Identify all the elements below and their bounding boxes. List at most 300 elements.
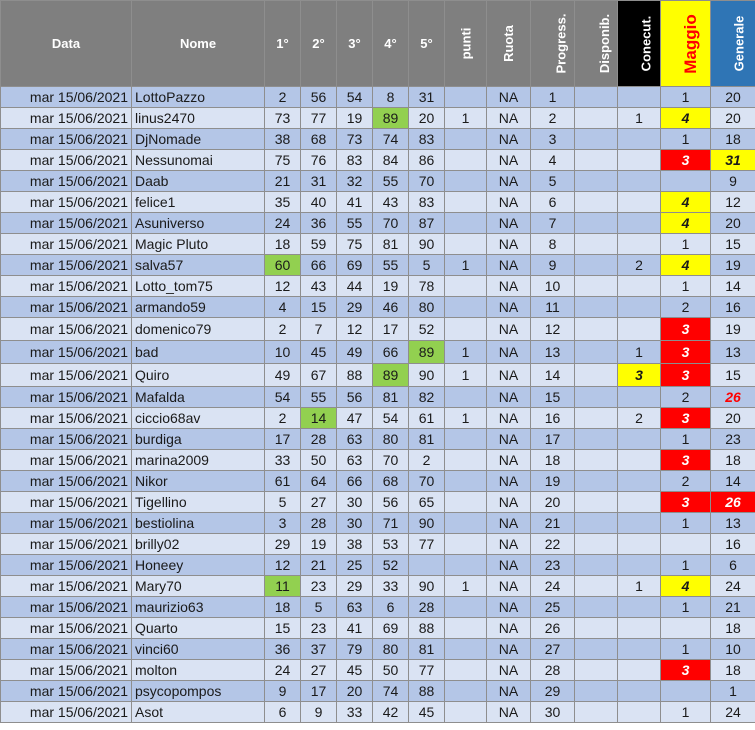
cell-punti — [445, 429, 487, 450]
cell-data: mar 15/06/2021 — [1, 387, 132, 408]
cell-conecut — [618, 297, 661, 318]
cell-number: 77 — [409, 534, 445, 555]
cell-data: mar 15/06/2021 — [1, 408, 132, 429]
cell-ruota: NA — [487, 492, 531, 513]
cell-number: 27 — [301, 492, 337, 513]
header-row — [1, 1, 755, 87]
cell-punti — [445, 639, 487, 660]
cell-number: 55 — [301, 387, 337, 408]
cell-punti: 1 — [445, 108, 487, 129]
cell-data: mar 15/06/2021 — [1, 276, 132, 297]
cell-number: 28 — [301, 429, 337, 450]
cell-generale: 24 — [711, 576, 755, 597]
cell-nome: molton — [132, 660, 265, 681]
header-n5[interactable]: 5° — [409, 1, 445, 87]
header-n1[interactable]: 1° — [265, 1, 301, 87]
table-row[interactable] — [1, 87, 755, 108]
cell-generale: 15 — [711, 364, 755, 387]
cell-number: 31 — [301, 171, 337, 192]
cell-conecut — [618, 429, 661, 450]
cell-ruota: NA — [487, 150, 531, 171]
cell-nome: Lotto_tom75 — [132, 276, 265, 297]
cell-number: 40 — [301, 192, 337, 213]
cell-number: 46 — [373, 297, 409, 318]
cell-generale: 20 — [711, 213, 755, 234]
cell-number: 20 — [409, 108, 445, 129]
cell-punti — [445, 213, 487, 234]
cell-ruota: NA — [487, 534, 531, 555]
table-row[interactable] — [1, 618, 755, 639]
cell-data: mar 15/06/2021 — [1, 618, 132, 639]
cell-progress: 29 — [531, 681, 575, 702]
cell-generale: 18 — [711, 618, 755, 639]
cell-maggio: 1 — [661, 639, 711, 660]
cell-maggio: 2 — [661, 471, 711, 492]
cell-conecut — [618, 513, 661, 534]
cell-number: 52 — [373, 555, 409, 576]
cell-number: 14 — [301, 408, 337, 429]
cell-conecut — [618, 639, 661, 660]
cell-number: 54 — [265, 387, 301, 408]
cell-number: 50 — [373, 660, 409, 681]
cell-number: 21 — [301, 555, 337, 576]
cell-ruota: NA — [487, 681, 531, 702]
cell-maggio: 4 — [661, 213, 711, 234]
cell-number: 76 — [301, 150, 337, 171]
cell-maggio: 3 — [661, 492, 711, 513]
cell-nome: Mary70 — [132, 576, 265, 597]
cell-number: 84 — [373, 150, 409, 171]
cell-conecut — [618, 213, 661, 234]
table-row[interactable] — [1, 660, 755, 681]
cell-maggio: 2 — [661, 297, 711, 318]
cell-number: 37 — [301, 639, 337, 660]
cell-number: 12 — [337, 318, 373, 341]
cell-data: mar 15/06/2021 — [1, 318, 132, 341]
cell-maggio: 1 — [661, 276, 711, 297]
table-row[interactable] — [1, 192, 755, 213]
cell-disponib — [575, 597, 618, 618]
header-data[interactable]: Data — [1, 1, 132, 87]
cell-ruota: NA — [487, 429, 531, 450]
cell-number: 81 — [373, 234, 409, 255]
cell-disponib — [575, 192, 618, 213]
cell-punti — [445, 276, 487, 297]
cell-punti — [445, 150, 487, 171]
table-row[interactable] — [1, 450, 755, 471]
cell-number: 75 — [265, 150, 301, 171]
cell-punti: 1 — [445, 255, 487, 276]
cell-disponib — [575, 276, 618, 297]
table-row[interactable] — [1, 513, 755, 534]
cell-progress: 26 — [531, 618, 575, 639]
cell-maggio — [661, 618, 711, 639]
cell-punti: 1 — [445, 364, 487, 387]
cell-number: 77 — [409, 660, 445, 681]
cell-number: 12 — [265, 276, 301, 297]
cell-number: 75 — [337, 234, 373, 255]
cell-number: 45 — [409, 702, 445, 723]
table-row[interactable] — [1, 364, 755, 387]
cell-nome: Magic Pluto — [132, 234, 265, 255]
cell-data: mar 15/06/2021 — [1, 471, 132, 492]
cell-maggio — [661, 534, 711, 555]
cell-number: 68 — [301, 129, 337, 150]
cell-number: 89 — [373, 108, 409, 129]
cell-disponib — [575, 213, 618, 234]
cell-nome: marina2009 — [132, 450, 265, 471]
table-row[interactable] — [1, 471, 755, 492]
table-row[interactable] — [1, 129, 755, 150]
cell-punti: 1 — [445, 341, 487, 364]
header-n4[interactable]: 4° — [373, 1, 409, 87]
cell-number: 63 — [337, 429, 373, 450]
cell-number: 54 — [373, 408, 409, 429]
cell-data: mar 15/06/2021 — [1, 297, 132, 318]
cell-generale: 19 — [711, 255, 755, 276]
cell-generale: 26 — [711, 387, 755, 408]
cell-generale: 20 — [711, 87, 755, 108]
cell-number: 5 — [265, 492, 301, 513]
cell-number: 6 — [373, 597, 409, 618]
cell-conecut — [618, 597, 661, 618]
cell-generale: 18 — [711, 660, 755, 681]
cell-disponib — [575, 513, 618, 534]
cell-progress: 7 — [531, 213, 575, 234]
cell-conecut — [618, 234, 661, 255]
header-punti-label: punti — [457, 27, 473, 60]
cell-nome: ciccio68av — [132, 408, 265, 429]
cell-conecut — [618, 450, 661, 471]
cell-data: mar 15/06/2021 — [1, 150, 132, 171]
cell-number: 19 — [301, 534, 337, 555]
table-row[interactable] — [1, 108, 755, 129]
cell-number: 8 — [373, 87, 409, 108]
cell-number: 69 — [373, 618, 409, 639]
cell-number: 21 — [265, 171, 301, 192]
cell-progress: 5 — [531, 171, 575, 192]
cell-number: 23 — [301, 618, 337, 639]
cell-nome: psycopompos — [132, 681, 265, 702]
table-row[interactable] — [1, 492, 755, 513]
cell-ruota: NA — [487, 255, 531, 276]
header-punti[interactable] — [445, 1, 487, 87]
cell-nome: Quiro — [132, 364, 265, 387]
header-conecut[interactable] — [618, 1, 661, 87]
cell-punti — [445, 387, 487, 408]
cell-number: 70 — [409, 171, 445, 192]
cell-punti — [445, 192, 487, 213]
table-row[interactable] — [1, 150, 755, 171]
header-generale[interactable] — [711, 1, 755, 87]
cell-nome: burdiga — [132, 429, 265, 450]
cell-progress: 2 — [531, 108, 575, 129]
cell-number: 66 — [337, 471, 373, 492]
cell-number: 90 — [409, 234, 445, 255]
cell-nome: Nikor — [132, 471, 265, 492]
cell-nome: Honeey — [132, 555, 265, 576]
cell-number: 50 — [301, 450, 337, 471]
header-generale-label: Generale — [731, 15, 747, 72]
cell-progress: 30 — [531, 702, 575, 723]
cell-progress: 11 — [531, 297, 575, 318]
cell-data: mar 15/06/2021 — [1, 576, 132, 597]
cell-ruota: NA — [487, 639, 531, 660]
cell-number: 89 — [373, 364, 409, 387]
cell-ruota: NA — [487, 171, 531, 192]
cell-disponib — [575, 234, 618, 255]
cell-punti — [445, 513, 487, 534]
cell-conecut — [618, 492, 661, 513]
cell-number: 24 — [265, 213, 301, 234]
cell-number: 17 — [373, 318, 409, 341]
cell-number: 49 — [265, 364, 301, 387]
cell-data: mar 15/06/2021 — [1, 213, 132, 234]
cell-ruota: NA — [487, 618, 531, 639]
cell-number: 10 — [265, 341, 301, 364]
cell-generale: 12 — [711, 192, 755, 213]
cell-conecut — [618, 150, 661, 171]
header-maggio[interactable] — [661, 1, 711, 87]
cell-number: 70 — [409, 471, 445, 492]
cell-ruota: NA — [487, 318, 531, 341]
cell-nome: Mafalda — [132, 387, 265, 408]
header-disponib[interactable] — [575, 1, 618, 87]
cell-number: 66 — [301, 255, 337, 276]
cell-generale: 13 — [711, 513, 755, 534]
cell-punti — [445, 129, 487, 150]
cell-number: 38 — [265, 129, 301, 150]
table-row[interactable] — [1, 255, 755, 276]
cell-number: 35 — [265, 192, 301, 213]
cell-nome: LottoPazzo — [132, 87, 265, 108]
cell-ruota: NA — [487, 297, 531, 318]
cell-disponib — [575, 108, 618, 129]
cell-nome: domenico79 — [132, 318, 265, 341]
cell-number: 53 — [373, 534, 409, 555]
cell-data: mar 15/06/2021 — [1, 534, 132, 555]
cell-number: 64 — [301, 471, 337, 492]
cell-progress: 4 — [531, 150, 575, 171]
cell-number: 42 — [373, 702, 409, 723]
cell-data: mar 15/06/2021 — [1, 192, 132, 213]
cell-generale: 20 — [711, 408, 755, 429]
cell-punti — [445, 660, 487, 681]
table-row[interactable] — [1, 534, 755, 555]
cell-ruota: NA — [487, 341, 531, 364]
cell-number: 60 — [265, 255, 301, 276]
cell-ruota: NA — [487, 364, 531, 387]
cell-number: 80 — [373, 639, 409, 660]
cell-punti — [445, 555, 487, 576]
cell-number: 2 — [265, 87, 301, 108]
table-row[interactable] — [1, 429, 755, 450]
cell-generale: 16 — [711, 534, 755, 555]
cell-conecut: 1 — [618, 341, 661, 364]
cell-data: mar 15/06/2021 — [1, 108, 132, 129]
cell-ruota: NA — [487, 450, 531, 471]
cell-punti — [445, 450, 487, 471]
cell-number: 87 — [409, 213, 445, 234]
cell-punti — [445, 702, 487, 723]
cell-generale: 19 — [711, 318, 755, 341]
cell-progress: 16 — [531, 408, 575, 429]
cell-progress: 19 — [531, 471, 575, 492]
cell-number: 88 — [409, 681, 445, 702]
cell-generale: 16 — [711, 297, 755, 318]
cell-nome: Quarto — [132, 618, 265, 639]
cell-punti — [445, 618, 487, 639]
table-row[interactable] — [1, 576, 755, 597]
table-body — [1, 87, 755, 723]
cell-nome: Asot — [132, 702, 265, 723]
cell-progress: 10 — [531, 276, 575, 297]
header-n2[interactable]: 2° — [301, 1, 337, 87]
cell-disponib — [575, 297, 618, 318]
cell-number: 43 — [373, 192, 409, 213]
cell-generale: 13 — [711, 341, 755, 364]
cell-number: 56 — [373, 492, 409, 513]
cell-data: mar 15/06/2021 — [1, 364, 132, 387]
cell-maggio: 1 — [661, 555, 711, 576]
cell-disponib — [575, 702, 618, 723]
cell-progress: 20 — [531, 492, 575, 513]
cell-number: 29 — [337, 297, 373, 318]
cell-punti — [445, 471, 487, 492]
cell-number: 28 — [301, 513, 337, 534]
cell-conecut — [618, 318, 661, 341]
cell-data: mar 15/06/2021 — [1, 513, 132, 534]
cell-number: 2 — [409, 450, 445, 471]
cell-disponib — [575, 555, 618, 576]
table-row[interactable] — [1, 213, 755, 234]
cell-nome: felice1 — [132, 192, 265, 213]
cell-number: 83 — [409, 192, 445, 213]
cell-nome: armando59 — [132, 297, 265, 318]
cell-maggio: 3 — [661, 364, 711, 387]
cell-disponib — [575, 534, 618, 555]
cell-number: 41 — [337, 618, 373, 639]
cell-generale: 24 — [711, 702, 755, 723]
cell-punti — [445, 234, 487, 255]
cell-nome: Nessunomai — [132, 150, 265, 171]
cell-maggio: 4 — [661, 576, 711, 597]
cell-disponib — [575, 429, 618, 450]
cell-ruota: NA — [487, 108, 531, 129]
header-n3[interactable]: 3° — [337, 1, 373, 87]
cell-data: mar 15/06/2021 — [1, 87, 132, 108]
cell-number: 70 — [373, 450, 409, 471]
cell-conecut — [618, 171, 661, 192]
table-row[interactable] — [1, 171, 755, 192]
cell-number: 59 — [301, 234, 337, 255]
cell-number: 11 — [265, 576, 301, 597]
cell-punti — [445, 171, 487, 192]
cell-progress: 3 — [531, 129, 575, 150]
header-progress[interactable] — [531, 1, 575, 87]
cell-progress: 22 — [531, 534, 575, 555]
header-nome[interactable]: Nome — [132, 1, 265, 87]
cell-number: 81 — [373, 387, 409, 408]
cell-punti — [445, 87, 487, 108]
table-row[interactable] — [1, 555, 755, 576]
cell-number: 33 — [337, 702, 373, 723]
cell-conecut — [618, 534, 661, 555]
cell-conecut: 2 — [618, 408, 661, 429]
cell-disponib — [575, 87, 618, 108]
cell-number: 65 — [409, 492, 445, 513]
cell-nome: DjNomade — [132, 129, 265, 150]
cell-maggio: 4 — [661, 255, 711, 276]
cell-number: 88 — [409, 618, 445, 639]
cell-number: 17 — [265, 429, 301, 450]
cell-data: mar 15/06/2021 — [1, 429, 132, 450]
cell-data: mar 15/06/2021 — [1, 702, 132, 723]
cell-ruota: NA — [487, 555, 531, 576]
cell-number: 80 — [409, 297, 445, 318]
cell-number: 54 — [337, 87, 373, 108]
table-row[interactable] — [1, 341, 755, 364]
table-row[interactable] — [1, 597, 755, 618]
cell-data: mar 15/06/2021 — [1, 341, 132, 364]
cell-number: 71 — [373, 513, 409, 534]
header-ruota[interactable] — [487, 1, 531, 87]
cell-number: 86 — [409, 150, 445, 171]
table-row[interactable] — [1, 318, 755, 341]
cell-generale: 14 — [711, 276, 755, 297]
cell-maggio: 1 — [661, 234, 711, 255]
cell-number: 30 — [337, 492, 373, 513]
cell-generale: 31 — [711, 150, 755, 171]
cell-progress: 24 — [531, 576, 575, 597]
cell-number: 66 — [373, 341, 409, 364]
table-row[interactable] — [1, 276, 755, 297]
cell-maggio: 3 — [661, 318, 711, 341]
table-row[interactable] — [1, 387, 755, 408]
table-row[interactable] — [1, 408, 755, 429]
cell-number: 45 — [337, 660, 373, 681]
cell-data: mar 15/06/2021 — [1, 234, 132, 255]
cell-disponib — [575, 341, 618, 364]
table-row[interactable] — [1, 639, 755, 660]
cell-maggio: 1 — [661, 429, 711, 450]
table-row[interactable] — [1, 681, 755, 702]
header-ruota-label: Ruota — [501, 25, 516, 62]
cell-conecut — [618, 129, 661, 150]
cell-number: 36 — [265, 639, 301, 660]
cell-nome: brilly02 — [132, 534, 265, 555]
cell-generale: 6 — [711, 555, 755, 576]
cell-number: 15 — [265, 618, 301, 639]
cell-conecut — [618, 276, 661, 297]
cell-number: 33 — [265, 450, 301, 471]
cell-number: 79 — [337, 639, 373, 660]
cell-number: 23 — [301, 576, 337, 597]
cell-punti — [445, 534, 487, 555]
cell-number: 4 — [265, 297, 301, 318]
cell-number: 19 — [337, 108, 373, 129]
cell-ruota: NA — [487, 471, 531, 492]
table-row[interactable] — [1, 297, 755, 318]
cell-nome: vinci60 — [132, 639, 265, 660]
cell-disponib — [575, 150, 618, 171]
cell-number: 67 — [301, 364, 337, 387]
cell-maggio — [661, 171, 711, 192]
table-row[interactable] — [1, 702, 755, 723]
table-row[interactable] — [1, 234, 755, 255]
cell-maggio: 1 — [661, 513, 711, 534]
cell-maggio: 3 — [661, 150, 711, 171]
